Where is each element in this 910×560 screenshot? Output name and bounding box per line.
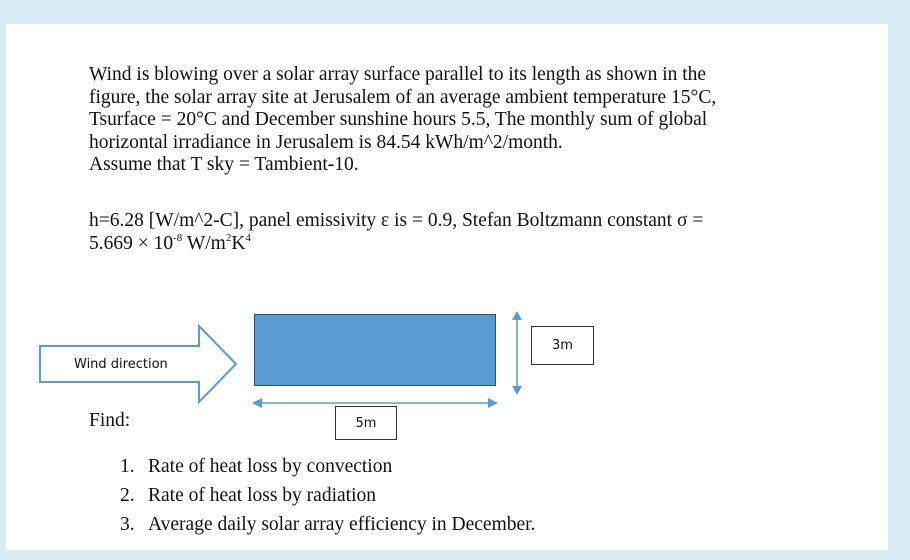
questions-list xyxy=(120,452,535,539)
height-label: 3m xyxy=(531,326,594,365)
statement-line: figure, the solar array site at Jerusalem of an average ambient temperature 15°C, xyxy=(89,86,717,108)
length-arrowhead-right xyxy=(488,398,498,408)
wind-direction-label: Wind direction xyxy=(74,356,168,372)
assumption-line: Assume that T sky = Tambient-10. xyxy=(89,154,359,175)
height-arrowhead-bottom xyxy=(512,386,522,395)
parameters-line: h=6.28 [W/m^2-C], panel emissivity ε is = 0.9, Stefan Boltzmann constant σ = xyxy=(89,210,704,231)
solar-panel xyxy=(254,314,496,386)
stefan-boltzmann-value: $5.669 \times 10^{-8}$ $W/m^2K^4$ xyxy=(89,231,251,254)
list-item: 3. Average daily solar array efficiency in December. xyxy=(120,514,536,535)
height-arrowhead-top xyxy=(512,311,522,320)
statement-line: Wind is blowing over a solar array surface parallel to its length as shown in the xyxy=(89,64,707,85)
list-item: 2. Rate of heat loss by radiation xyxy=(120,485,376,506)
length-label: 5m xyxy=(335,406,397,440)
list-item: 1. Rate of heat loss by convection xyxy=(120,456,393,477)
length-arrowhead-left xyxy=(252,398,262,408)
statement-line: Tsurface = 20°C and December sunshine hours 5.5, The monthly sum of global xyxy=(89,109,708,130)
find-heading: Find: xyxy=(89,410,131,431)
statement-line: horizontal irradiance in Jerusalem is 84.54 kWh/m^2/month. xyxy=(89,131,563,153)
